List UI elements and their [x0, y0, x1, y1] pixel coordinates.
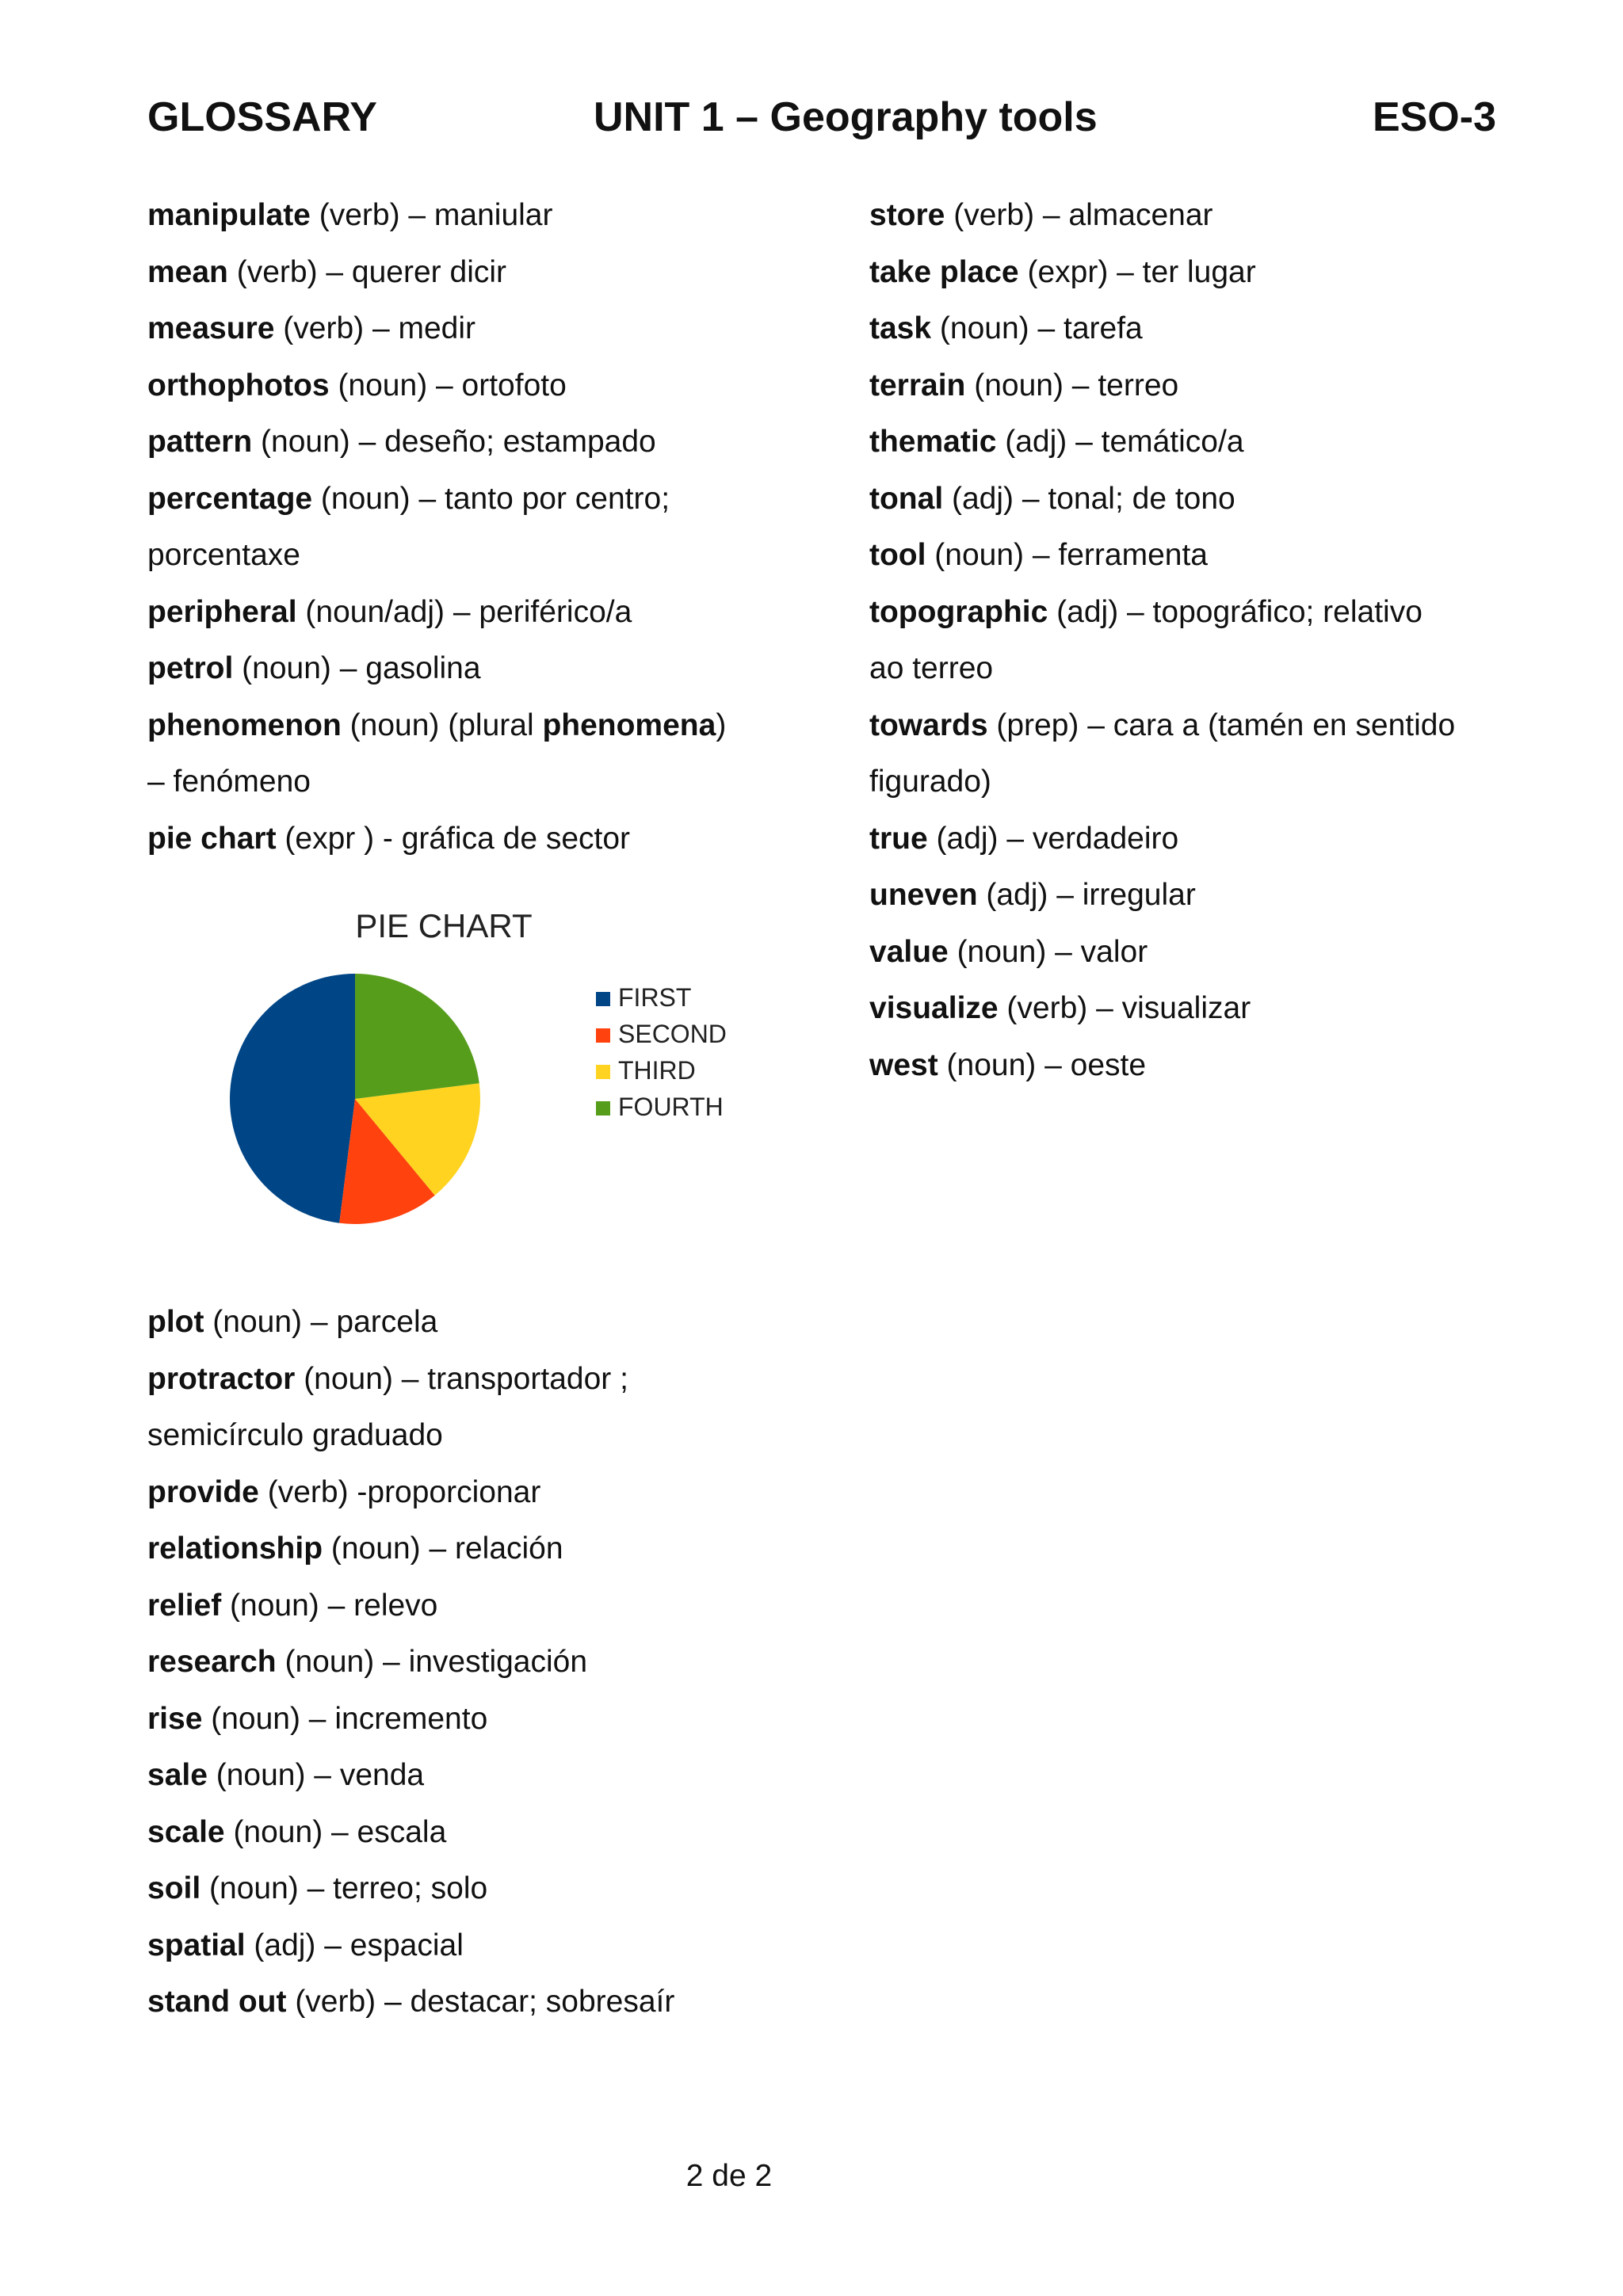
legend-label-first: FIRST: [618, 983, 692, 1012]
glossary-entry: [147, 187, 773, 244]
legend-label-fourth: FOURTH: [618, 1093, 724, 1121]
glossary-definition: ao terreo: [869, 651, 994, 685]
chart-legend: [596, 983, 727, 1121]
glossary-entry: [147, 471, 773, 528]
pie-slices: [230, 974, 480, 1224]
glossary-term: towards: [869, 707, 988, 742]
glossary-term: west: [869, 1047, 938, 1082]
glossary-definition: (adj) – espacial: [245, 1928, 464, 1962]
glossary-term: pie chart: [147, 821, 277, 856]
glossary-term: soil: [147, 1871, 201, 1905]
glossary-term: measure: [147, 311, 275, 345]
glossary-entry: [869, 187, 1519, 244]
glossary-term-plural: phenomena: [542, 707, 716, 742]
glossary-term: peripheral: [147, 594, 297, 629]
glossary-term: spatial: [147, 1928, 246, 1962]
legend-label-third: THIRD: [618, 1056, 696, 1085]
glossary-definition: (noun) – tarefa: [931, 311, 1143, 345]
glossary-definition: (adj) – verdadeiro: [927, 821, 1179, 856]
glossary-definition: (noun) – valor: [948, 934, 1148, 969]
glossary-definition: (noun) (plural: [341, 707, 543, 742]
glossary-entry: [147, 1747, 773, 1804]
glossary-entry: [147, 1860, 773, 1917]
glossary-definition: (noun) – escala: [224, 1814, 447, 1849]
glossary-definition: (noun) – relevo: [221, 1588, 438, 1623]
glossary-definition: – fenómeno: [147, 765, 311, 799]
glossary-definition: (noun) – relación: [323, 1531, 563, 1566]
glossary-term: relief: [147, 1588, 222, 1623]
glossary-term: tool: [869, 538, 926, 572]
glossary-term: uneven: [869, 878, 978, 912]
glossary-entry: [147, 1804, 773, 1861]
glossary-definition: (prep) – cara a (tamén en sentido: [987, 707, 1456, 742]
glossary-entry: [869, 924, 1519, 981]
glossary-entry: [147, 753, 773, 810]
glossary-definition: (noun/adj) – periférico/a: [296, 594, 632, 629]
glossary-definition: (noun) – gasolina: [233, 651, 481, 685]
glossary-entry: [147, 1464, 773, 1521]
legend-swatch-third: [596, 1065, 610, 1079]
glossary-entry: [869, 810, 1519, 868]
glossary-term: stand out: [147, 1985, 287, 2019]
glossary-entry: [147, 244, 773, 301]
glossary-entry: [869, 640, 1519, 697]
glossary-entry: [869, 357, 1519, 414]
glossary-term: rise: [147, 1701, 203, 1736]
glossary-column-right: [869, 187, 1519, 1093]
glossary-entry: [869, 584, 1519, 641]
glossary-term: task: [869, 311, 932, 345]
glossary-definition: (adj) – irregular: [977, 878, 1196, 912]
course-label: ESO-3: [1372, 94, 1496, 140]
legend-label-second: SECOND: [618, 1020, 727, 1048]
glossary-entry: [147, 1294, 773, 1351]
glossary-definition: (noun) – transportador ;: [295, 1361, 628, 1396]
glossary-definition: (noun) – venda: [207, 1758, 425, 1792]
glossary-column-left-top: [147, 187, 773, 867]
glossary-definition: (noun) – parcela: [204, 1305, 438, 1339]
glossary-definition: (adj) – temático/a: [996, 425, 1244, 459]
glossary-entry: [147, 527, 773, 584]
glossary-term: petrol: [147, 651, 234, 685]
unit-title: UNIT 1 – Geography tools: [594, 94, 1098, 140]
glossary-definition-end: ): [716, 707, 727, 742]
legend-swatch-fourth: [596, 1101, 610, 1116]
glossary-entry: [869, 244, 1519, 301]
glossary-term: scale: [147, 1814, 225, 1849]
glossary-entry: [147, 1520, 773, 1577]
pie-slice-first: [230, 974, 355, 1223]
glossary-definition: (noun) – investigación: [276, 1645, 588, 1679]
glossary-entry: [147, 1577, 773, 1634]
glossary-entry: [147, 1351, 773, 1408]
glossary-entry: [869, 867, 1519, 924]
glossary-definition: (noun) – ortofoto: [329, 368, 567, 402]
glossary-definition: (noun) – terreo; solo: [200, 1871, 488, 1905]
glossary-term: provide: [147, 1474, 259, 1509]
glossary-term: relationship: [147, 1531, 323, 1566]
glossary-term: take place: [869, 254, 1019, 289]
glossary-term: store: [869, 198, 945, 232]
glossary-entry: [147, 697, 773, 754]
glossary-entry: [869, 697, 1519, 754]
glossary-term: sale: [147, 1758, 208, 1792]
glossary-term: manipulate: [147, 198, 311, 232]
glossary-term: percentage: [147, 481, 313, 516]
glossary-definition: (verb) – visualizar: [998, 991, 1251, 1025]
glossary-term: visualize: [869, 991, 999, 1025]
glossary-term: phenomenon: [147, 707, 342, 742]
glossary-entry: [147, 1407, 773, 1464]
glossary-definition: (noun) – deseño; estampado: [252, 425, 656, 459]
glossary-entry: [869, 753, 1519, 810]
glossary-entry: [147, 300, 773, 357]
glossary-term: research: [147, 1645, 277, 1679]
page-number: 2 de 2: [685, 2159, 773, 2193]
glossary-term: value: [869, 934, 949, 969]
glossary-entry: [869, 980, 1519, 1037]
chart-title: PIE CHART: [355, 907, 533, 944]
glossary-entry: [147, 1634, 773, 1691]
legend-swatch-second: [596, 1028, 610, 1043]
glossary-term: mean: [147, 254, 228, 289]
glossary-entry: [869, 471, 1519, 528]
pie-chart: [147, 899, 797, 1272]
glossary-term: topographic: [869, 594, 1048, 629]
glossary-definition: (verb) – medir: [274, 311, 475, 345]
glossary-definition: porcentaxe: [147, 538, 300, 572]
glossary-entry: [147, 584, 773, 641]
glossary-entry: [869, 414, 1519, 471]
glossary-entry: [147, 640, 773, 697]
glossary-term: thematic: [869, 425, 997, 459]
glossary-definition: (verb) – almacenar: [945, 198, 1213, 232]
glossary-entry: [147, 1974, 773, 2031]
glossary-entry: [869, 527, 1519, 584]
glossary-term: terrain: [869, 368, 966, 402]
glossary-entry: [147, 810, 773, 868]
pie-chart-svg: [147, 899, 797, 1272]
glossary-term: pattern: [147, 425, 253, 459]
glossary-definition: (noun) – oeste: [938, 1047, 1147, 1082]
glossary-term: tonal: [869, 481, 944, 516]
glossary-term: protractor: [147, 1361, 296, 1396]
glossary-definition: (noun) – terreo: [965, 368, 1179, 402]
glossary-term: plot: [147, 1305, 204, 1339]
glossary-definition: (expr) – ter lugar: [1018, 254, 1256, 289]
glossary-definition: (expr ) - gráfica de sector: [276, 821, 631, 856]
glossary-term: orthophotos: [147, 368, 330, 402]
glossary-entry: [869, 1037, 1519, 1094]
glossary-entry: [147, 1691, 773, 1748]
glossary-entry: [147, 414, 773, 471]
glossary-term: true: [869, 821, 928, 856]
glossary-definition: (verb) -proporcionar: [258, 1474, 541, 1509]
glossary-definition: (adj) – topográfico; relativo: [1048, 594, 1423, 629]
glossary-definition: figurado): [869, 765, 991, 799]
page-header: [147, 93, 1496, 149]
pie-slice-fourth: [355, 974, 479, 1099]
legend-swatch-first: [596, 992, 610, 1006]
glossary-definition: (adj) – tonal; de tono: [943, 481, 1235, 516]
glossary-column-left-bottom: [147, 1294, 773, 2031]
glossary-entry: [147, 1917, 773, 1974]
glossary-definition: semicírculo graduado: [147, 1418, 443, 1452]
glossary-entry: [147, 357, 773, 414]
glossary-definition: (verb) – querer dicir: [227, 254, 507, 289]
glossary-definition: (verb) – destacar; sobresaír: [286, 1985, 675, 2019]
glossary-heading: GLOSSARY: [147, 94, 377, 140]
glossary-definition: (noun) – tanto por centro;: [312, 481, 670, 516]
glossary-entry: [869, 300, 1519, 357]
glossary-definition: (noun) – ferramenta: [926, 538, 1208, 572]
glossary-definition: (verb) – maniular: [310, 198, 553, 232]
glossary-definition: (noun) – incremento: [202, 1701, 488, 1736]
